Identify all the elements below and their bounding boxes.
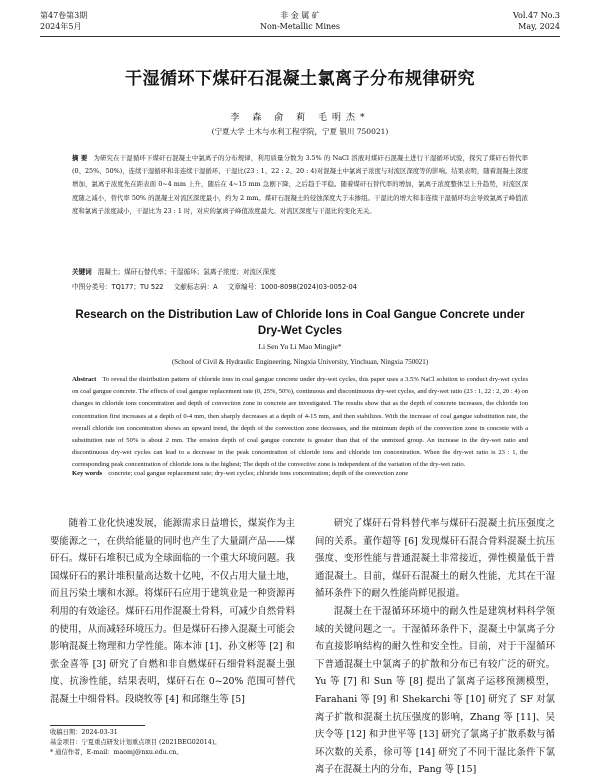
keywords-cn (72, 266, 528, 276)
keywords-cn-label: 关键词 (72, 268, 92, 276)
document-code: 文献标志码：A (173, 283, 218, 291)
abstract-en (72, 374, 528, 472)
keywords-en-text: concrete; coal gangue replacement rate; dry-wet cycles; chloride ions concentration; depth of the convection zone (108, 470, 409, 477)
fund-note: 基金项目：宁夏重点研发计划重点项目 (2021BEG02014)。 (50, 739, 221, 746)
keywords-en (72, 470, 528, 477)
corresponding-author: * 通信作者，E-mail：maomj@nxu.edu.cn。 (50, 749, 183, 756)
paper-title-cn: 干湿循环下煤矸石混凝土氯离子分布规律研究 (125, 69, 475, 89)
article-number: 文章编号：1000-8098(2024)03-0052-04 (227, 283, 357, 291)
footnote-divider (50, 725, 145, 726)
header-journal-name: 非 金 属 矿 Non-Metallic Mines (259, 11, 341, 31)
received-date: 收稿日期：2024-03-31 (50, 729, 118, 736)
body-column-left: 随着工业化快速发展，能源需求日益增长，煤炭作为主要能源之一，在供给能量的同时也产生了大量副产品——煤矸石。煤矸石堆积已成为全球面临的一个重大环境问题。我国煤矸石的累计堆积量高达数十亿吨，不仅占用大量土地，而且污染土壤和水源。将煤矸石应用于建筑业是一种资源再利用的有效途径。煤矸石用作混凝土骨料，可减少自然骨料的使用，从而减轻环境压力。但是煤矸石掺入混凝土可能会影响混凝土物理和力学性能。陈本沛 [1]、孙文彬等 [2] 和张金喜等 [3] 研究了自燃和非自燃煤矸石细骨料混凝土强度、抗渗性能，结果表明，煤矸石在 0~20% 范围可替代混凝土中细骨料。段晓牧等 [4] 和邱继生等 [5] (50, 518, 295, 705)
body-paragraph: 混凝土在干湿循环环境中的耐久性是建筑材料科学领域的关键问题之一。干湿循环条件下，混凝土中氯离子分布直接影响结构的耐久性和安全性。目前，对于干湿循环下普通混凝土中氯离子的扩散和分布已有较广泛的研究。Yu 等 [7] 和 Sun 等 [8] 提出了氯离子运移预测模型，Farahani 等 [9] 和 Shekarchi 等 [10] 研究了 SF 对氯离子扩散和混凝土抗压强度的影响，Zhang 等 [11]、吴庆令等 [12] 和尹世平等 [13] 研究了氯离子扩散系数与循环次数的关系，徐可等 [14] 研究了不同干湿比条件下氯离子在混凝土内的分布，Pang 等 [15] (315, 605, 555, 776)
footnotes (50, 728, 300, 758)
abstract-cn-text: 为研究在干湿循环下煤矸石混凝土中氯离子的分布规律，利用质量分数为 3.5% 的 NaCl 溶液对煤矸石混凝土进行干湿循环试验，探究了煤矸石替代率(0、25%、50%)，连续干湿循环和非连续干湿循环、干湿比(23 : 1、22 : 2、20 : 4)对混凝土中氯离子浓度与对流区深度等的影响。结果表明，随着混凝土深度增加，氯离子浓度先在距表面 0~4 mm 上升，随后在 4~15 mm 急剧下降，之后趋于平稳。随着煤矸石替代率的增加，氯离子浓度整体呈上升趋势，对流区深度随之减小，替代率 50% 的混凝土对流区深度最小，约为 2 mm。煤矸石混凝土的侵蚀深度大于未掺组。干湿比的增大和非连续干湿循环均会导致氯离子峰值浓度和氯离子浓度减小，干湿比为 23 : 1 时，对应的氯离子峰值浓度最大。对流区深度与干湿比的变化无关。 (72, 154, 528, 215)
running-header (40, 10, 560, 34)
affiliation-en: (School of Civil & Hydraulic Engineering, Ningxia University, Yinchuan, Ningxia 750021) (171, 358, 429, 366)
header-volume-issue: 第47卷第3期 2024年5月 (40, 11, 88, 31)
keywords-cn-text: 混凝土；煤矸石替代率；干湿循环；氯离子浓度；对流区深度 (97, 268, 276, 276)
abstract-cn (72, 152, 528, 218)
affiliation-cn: (宁夏大学 土木与水利工程学院，宁夏 银川 750021) (211, 127, 389, 136)
abstract-en-text: To reveal the distribution pattern of chloride ions in coal gangue concrete under dry-wet cycles, this paper uses a 3.5% NaCl solution to conduct dry-wet cycles on coal gangue concrete. The effects of coal gangue replacement rate (0, 25%, 50%), continuous and discontinuous dry-wet cycles, and dry-wet ratio (23 : 1, 22 : 2, 20 : 4) on changes in chloride ions concentration and depth of convection zone in concrete are investigated. The results show that as the depth of concrete increases, the chloride ion concentration first increases at a depth of 0-4 mm, then sharply decreases at a depth of 4-15 mm, and then stabilizes. With the increase of coal gangue substitution rate, the overall chloride ion concentration shows an upward trend, the depth of the convection zone decreases, and the minimum depth of the convection zone in concrete with a substitution rate of 50% is about 2 mm. The erosion depth of coal gangue concrete is greater than that of the unmixed group. An increase in the dry-wet ratio and discontinuous dry-wet cycles can lead to a decrease in the peak concentration of chloride ions and chloride ion concentration. When the dry-wet ratio is 23 : 1, the corresponding peak concentration of chloride ions is the highest; The depth of the convective zone is independent of the variation of the dry-wet ratio. (72, 376, 528, 469)
body-column-right (315, 515, 555, 779)
abstract-cn-label: 摘 要 (72, 154, 88, 162)
paper-title-en: Research on the Distribution Law of Chloride Ions in Coal Gangue Concrete under Dry-Wet Cycles (75, 309, 525, 337)
authors-en: Li Sen Yu Li Mao Mingjie* (258, 342, 342, 351)
abstract-en-label: Abstract (72, 376, 97, 383)
keywords-en-label: Key words (72, 470, 103, 477)
authors-cn: 李 森 俞 莉 毛明杰* (230, 113, 370, 123)
clc-number: 中图分类号：TQ177；TU 522 (72, 283, 164, 291)
header-divider (40, 36, 560, 37)
body-paragraph: 研究了煤矸石骨料替代率与煤矸石混凝土抗压强度之间的关系。董作超等 [6] 发现煤矸石混合骨料混凝土抗压强度、变形性能与普通混凝土非常接近，弹性模量低于普通混凝土。目前，煤矸石混凝土的耐久性能，尤其在干湿循环条件下的耐久性能尚鲜见报道。 (315, 518, 555, 600)
classification-line (72, 281, 528, 291)
header-volume-issue-en: Vol.47 No.3 May, 2024 (513, 11, 560, 31)
